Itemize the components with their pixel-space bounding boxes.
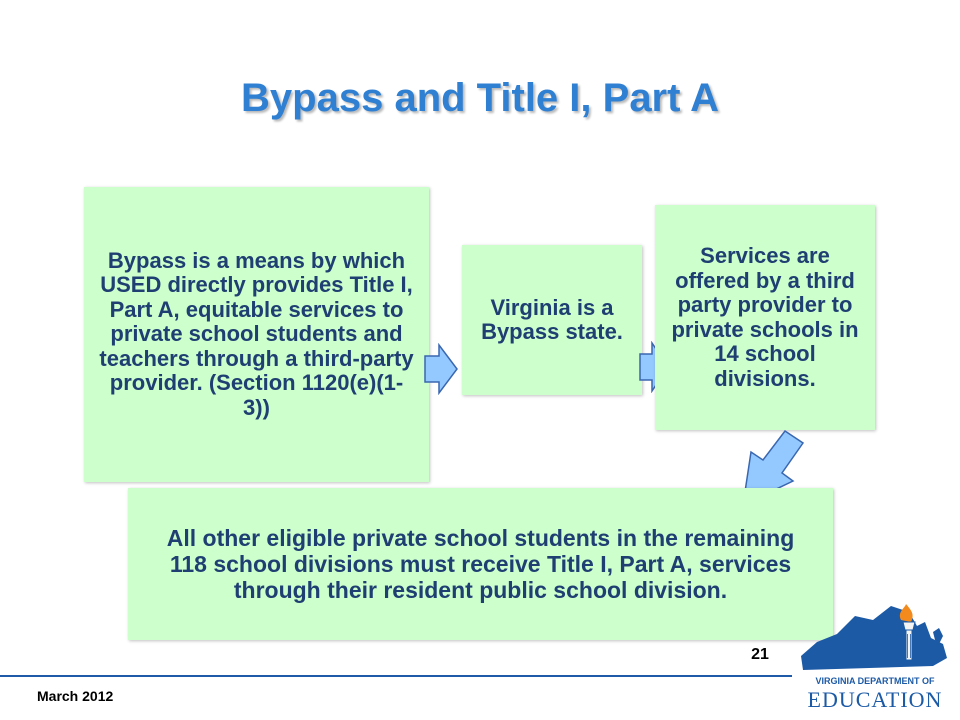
resident-division-box bbox=[128, 488, 833, 640]
right-arrow-icon bbox=[423, 343, 459, 395]
logo-line1: VIRGINIA DEPARTMENT OF bbox=[815, 676, 935, 686]
virginia-bypass-text: Virginia is a Bypass state. bbox=[481, 294, 623, 344]
resident-division-text: All other eligible private school students in the remaining 118 school divisions must receive Title I, Part A, services through their resident public school division. bbox=[166, 525, 795, 603]
virginia-bypass-box bbox=[462, 245, 642, 395]
third-party-services-text: Services are offered by a third party provider to private schools in 14 school divisions. bbox=[671, 243, 859, 391]
vdoe-logo bbox=[793, 604, 955, 716]
virginia-map-icon bbox=[801, 606, 947, 670]
page-number: 21 bbox=[751, 646, 769, 663]
footer-date: March 2012 bbox=[37, 688, 114, 704]
logo-line2: EDUCATION bbox=[807, 687, 943, 712]
third-party-services-box bbox=[655, 205, 875, 430]
slide-title: Bypass and Title I, Part A bbox=[241, 76, 719, 120]
bypass-definition-box bbox=[84, 187, 429, 482]
footer-divider bbox=[0, 675, 792, 677]
bypass-definition-text: Bypass is a means by which USED directly provides Title I, Part A, equitable services to private school students and teachers through a third-party provider. (Section 1120(e)(1-3)) bbox=[99, 247, 414, 420]
